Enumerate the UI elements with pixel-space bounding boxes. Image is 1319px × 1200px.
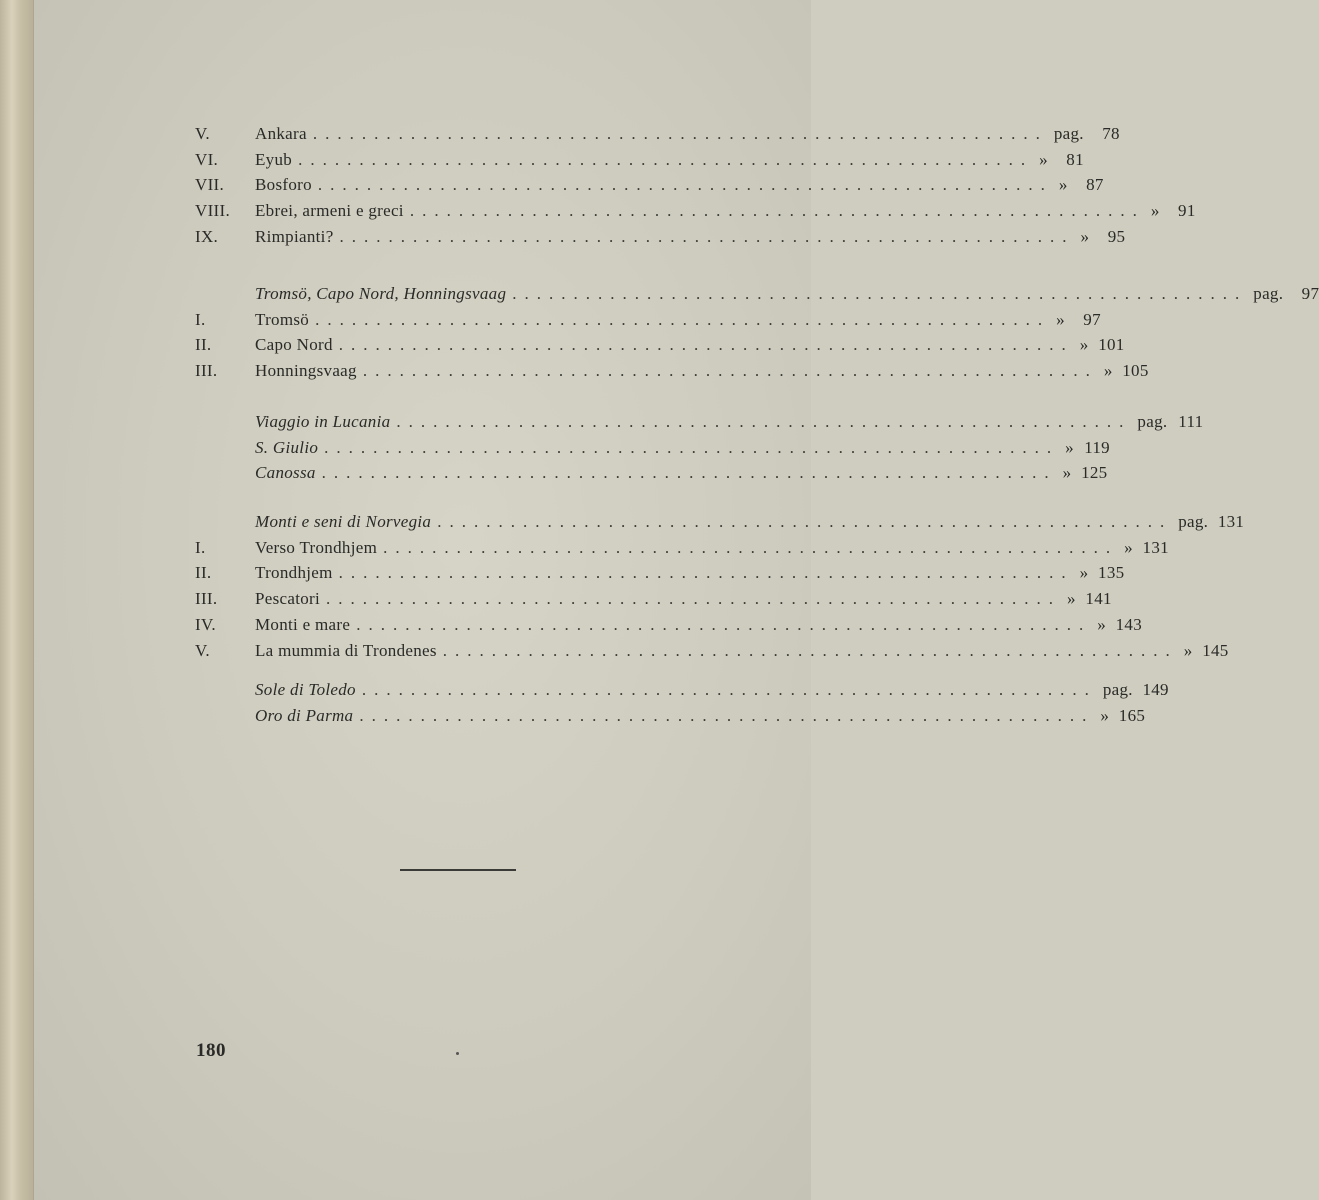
entry-title: Capo Nord <box>255 335 333 355</box>
page-prefix: » <box>1056 309 1065 329</box>
toc-entry <box>195 148 1084 172</box>
page-prefix: pag. <box>1178 512 1209 531</box>
entry-page-number: 97 <box>1083 309 1101 329</box>
page-prefix: » <box>1100 705 1110 725</box>
dot-leader: ............................................................ <box>317 175 1053 195</box>
page-prefix: » <box>1097 614 1106 634</box>
entry-title: Trondhjem <box>255 563 333 583</box>
entry-page-number: 101 <box>1098 335 1125 355</box>
page-prefix: pag. <box>1253 284 1284 303</box>
page-prefix: » <box>1065 437 1074 457</box>
dot-leader: ............................................................ <box>437 512 1173 531</box>
entry-title: Rimpianti? <box>255 226 334 246</box>
entry-page-number: 87 <box>1086 175 1104 195</box>
chapter-number: IV. <box>195 614 216 634</box>
toc-entry <box>195 199 1196 223</box>
dot-leader: ............................................................ <box>409 201 1145 221</box>
entry-title: Canossa <box>255 463 316 483</box>
entry-title: Eyub <box>255 149 293 169</box>
entry-title: Verso Trondhjem <box>255 537 378 557</box>
entry-page-number: 145 <box>1202 640 1229 660</box>
dot-leader: ............................................................ <box>356 614 1092 634</box>
entry-page-number: 131 <box>1217 512 1245 531</box>
toc-entry <box>195 561 1125 585</box>
entry-title: Ankara <box>255 124 307 143</box>
entry-title: La mummia di Trondenes <box>255 640 437 660</box>
paper-speck <box>456 1052 459 1055</box>
dot-leader: ............................................................ <box>298 149 1034 169</box>
entry-title: Viaggio in Lucania <box>255 412 391 431</box>
entry-title: S. Giulio <box>255 437 319 457</box>
entry-title: Sole di Toledo <box>255 680 356 699</box>
chapter-number: III. <box>195 361 218 381</box>
dot-leader: ............................................................ <box>359 705 1095 725</box>
entry-page-number: 149 <box>1142 680 1169 699</box>
entry-page-number: 143 <box>1115 614 1142 634</box>
chapter-number: IX. <box>195 226 219 246</box>
toc-entry <box>195 308 1101 332</box>
closing-rule <box>400 869 516 871</box>
entry-page-number: 97 <box>1301 284 1319 303</box>
entry-page-number: 105 <box>1122 361 1149 381</box>
page-prefix: » <box>1124 537 1133 557</box>
entry-page-number: 125 <box>1081 463 1108 483</box>
chapter-number: I. <box>195 537 206 557</box>
page-prefix: » <box>1103 361 1113 381</box>
toc-entry <box>195 333 1125 357</box>
toc-entry <box>195 639 1229 663</box>
toc-entry <box>195 678 1169 702</box>
entry-title: Ebrei, armeni e greci <box>255 201 404 221</box>
page-prefix: pag. <box>1053 124 1084 143</box>
chapter-number: II. <box>195 335 212 355</box>
page-prefix: » <box>1080 226 1090 246</box>
entry-page-number: 135 <box>1098 563 1125 583</box>
page-prefix: » <box>1058 175 1068 195</box>
entry-page-number: 165 <box>1118 705 1146 725</box>
dot-leader: ............................................................ <box>396 412 1132 431</box>
dot-leader: ............................................................ <box>361 680 1097 699</box>
chapter-number: I. <box>195 309 206 329</box>
dot-leader: ............................................................ <box>324 437 1060 457</box>
entry-title: Tromsö <box>255 309 310 329</box>
entry-page-number: 95 <box>1107 226 1126 246</box>
dot-leader: ............................................................ <box>312 124 1048 143</box>
page-prefix: » <box>1062 463 1072 483</box>
dot-leader: ............................................................ <box>326 589 1062 609</box>
chapter-number: V. <box>195 124 210 143</box>
chapter-number: VI. <box>195 149 219 169</box>
entry-page-number: 141 <box>1085 589 1112 609</box>
page-prefix: » <box>1150 201 1160 221</box>
toc-entry <box>195 536 1169 560</box>
page-prefix: » <box>1079 563 1089 583</box>
toc-entry <box>195 173 1104 197</box>
entry-page-number: 91 <box>1178 201 1196 221</box>
entry-page-number: 119 <box>1084 437 1110 457</box>
entry-page-number: 131 <box>1142 537 1169 557</box>
dot-leader: ............................................................ <box>383 537 1119 557</box>
page-prefix: » <box>1183 640 1193 660</box>
dot-leader: ............................................................ <box>338 335 1074 355</box>
toc-entry <box>195 587 1112 611</box>
dot-leader: ............................................................ <box>315 309 1051 329</box>
toc-entry <box>195 122 1120 146</box>
toc-entry <box>195 436 1110 460</box>
dot-leader: ............................................................ <box>321 463 1057 483</box>
entry-title: Monti e seni di Norvegia <box>255 512 432 531</box>
toc-entry <box>195 704 1146 728</box>
page-prefix: » <box>1039 149 1048 169</box>
chapter-number: VIII. <box>195 201 231 221</box>
dot-leader: ............................................................ <box>512 284 1248 303</box>
toc-entry <box>195 461 1108 485</box>
entry-title: Pescatori <box>255 589 321 609</box>
entry-title: Oro di Parma <box>255 705 354 725</box>
dot-leader: ............................................................ <box>442 640 1178 660</box>
entry-title: Honningsvaag <box>255 361 357 381</box>
entry-page-number: 78 <box>1102 124 1120 143</box>
entry-title: Tromsö, Capo Nord, Honningsvaag <box>255 284 507 303</box>
toc-entry <box>195 359 1149 383</box>
toc-entry <box>195 510 1245 534</box>
page-number: 180 <box>196 1040 226 1061</box>
entry-title: Monti e mare <box>255 614 351 634</box>
page-prefix: » <box>1079 335 1089 355</box>
toc-entry <box>195 410 1204 434</box>
toc-entry <box>195 225 1126 249</box>
page-prefix: pag. <box>1137 412 1168 431</box>
dot-leader: ............................................................ <box>338 563 1074 583</box>
chapter-number: II. <box>195 563 212 583</box>
toc-entry <box>195 613 1142 637</box>
entry-page-number: 111 <box>1178 412 1204 431</box>
toc-entry <box>195 282 1319 306</box>
page-prefix: pag. <box>1102 680 1133 699</box>
chapter-number: III. <box>195 589 218 609</box>
entry-page-number: 81 <box>1066 149 1084 169</box>
chapter-number: V. <box>195 640 210 660</box>
dot-leader: ............................................................ <box>362 361 1098 381</box>
page-prefix: » <box>1067 589 1076 609</box>
entry-title: Bosforo <box>255 175 312 195</box>
dot-leader: ............................................................ <box>339 226 1075 246</box>
chapter-number: VII. <box>195 175 225 195</box>
